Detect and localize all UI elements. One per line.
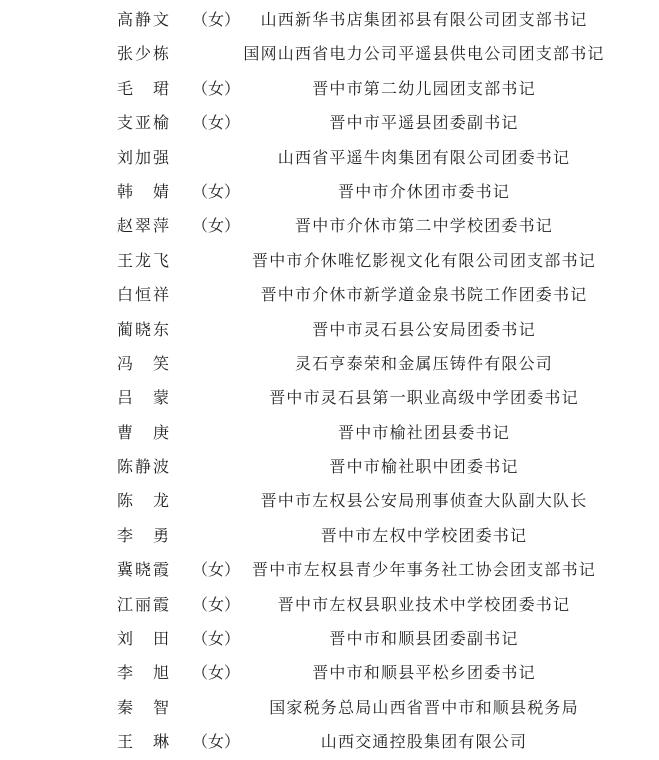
member-gender: （女） (192, 594, 241, 614)
list-item (0, 691, 659, 725)
member-organization: 山西交通控股集团有限公司 (320, 732, 528, 752)
member-organization: 晋中市介休团市委书记 (337, 181, 511, 201)
member-organization: 晋中市左权县公安局刑事侦查大队副大队长 (260, 491, 588, 511)
member-gender: （女） (192, 732, 241, 752)
member-name: 吕 蒙 (117, 388, 172, 408)
member-name: 赵翠萍 (117, 216, 172, 236)
member-organization: 晋中市和顺县团委副书记 (329, 629, 519, 649)
member-organization: 晋中市左权中学校团委书记 (320, 525, 528, 545)
member-organization: 国网山西省电力公司平遥县供电公司团支部书记 (243, 44, 605, 64)
member-name: 江丽霞 (117, 594, 172, 614)
member-organization: 晋中市榆社职中团委书记 (329, 457, 519, 477)
member-gender: （女） (192, 629, 241, 649)
member-name: 蔺晓东 (117, 319, 172, 339)
member-name: 李 旭 (117, 663, 172, 683)
member-name: 陈 龙 (117, 491, 172, 511)
list-item (0, 519, 659, 553)
list-item (0, 725, 659, 759)
member-organization: 晋中市榆社团县委书记 (337, 422, 511, 442)
list-item (0, 553, 659, 587)
member-organization: 晋中市和顺县平松乡团委书记 (312, 663, 536, 683)
list-item (0, 72, 659, 106)
member-name: 张少栋 (117, 44, 172, 64)
member-gender: （女） (192, 216, 241, 236)
list-item (0, 141, 659, 175)
member-organization: 晋中市灵石县第一职业高级中学团委书记 (269, 388, 579, 408)
member-gender: （女） (192, 663, 241, 683)
list-item (0, 656, 659, 690)
list-item (0, 347, 659, 381)
member-name: 刘加强 (117, 147, 172, 167)
list-item (0, 37, 659, 71)
member-organization: 晋中市介休市第二中学校团委书记 (294, 216, 554, 236)
list-item (0, 244, 659, 278)
member-name: 白恒祥 (117, 285, 172, 305)
member-gender: （女） (192, 113, 241, 133)
member-organization: 山西新华书店集团祁县有限公司团支部书记 (260, 10, 588, 29)
member-organization: 晋中市第二幼儿园团支部书记 (312, 78, 536, 98)
member-name: 毛 珺 (117, 78, 172, 98)
member-name: 韩 婧 (117, 181, 172, 201)
list-item (0, 450, 659, 484)
member-name: 冯 笑 (117, 353, 172, 373)
member-organization: 晋中市灵石县公安局团委书记 (312, 319, 536, 339)
member-name: 陈静波 (117, 457, 172, 477)
member-name: 高静文 (117, 10, 172, 29)
member-organization: 晋中市介休唯忆影视文化有限公司团支部书记 (251, 250, 597, 270)
list-item (0, 484, 659, 518)
member-gender: （女） (192, 560, 241, 580)
member-gender: （女） (192, 10, 241, 29)
list-item (0, 3, 659, 37)
list-item (0, 381, 659, 415)
member-organization: 灵石亨泰荣和金属压铸件有限公司 (294, 353, 554, 373)
member-gender: （女） (192, 181, 241, 201)
list-item (0, 416, 659, 450)
member-name: 王 琳 (117, 732, 172, 752)
list-item (0, 622, 659, 656)
member-gender: （女） (192, 78, 241, 98)
member-name: 冀晓霞 (117, 560, 172, 580)
member-organization: 晋中市左权县职业技术中学校团委书记 (277, 594, 571, 614)
list-item (0, 588, 659, 622)
member-name: 刘 田 (117, 629, 172, 649)
member-organization: 山西省平遥牛肉集团有限公司团委书记 (277, 147, 571, 167)
member-organization: 晋中市左权县青少年事务社工协会团支部书记 (251, 560, 597, 580)
list-item (0, 313, 659, 347)
member-name: 王龙飞 (117, 250, 172, 270)
member-organization: 晋中市介休市新学道金泉书院工作团委书记 (260, 285, 588, 305)
list-item (0, 175, 659, 209)
member-list (0, 3, 659, 760)
list-item (0, 106, 659, 140)
member-name: 李 勇 (117, 525, 172, 545)
member-organization: 晋中市平遥县团委副书记 (329, 113, 519, 133)
list-item (0, 209, 659, 243)
member-name: 支亚榆 (117, 113, 172, 133)
member-organization: 国家税务总局山西省晋中市和顺县税务局 (269, 697, 579, 717)
member-name: 秦 智 (117, 697, 172, 717)
member-name: 曹 庚 (117, 422, 172, 442)
list-item (0, 278, 659, 312)
